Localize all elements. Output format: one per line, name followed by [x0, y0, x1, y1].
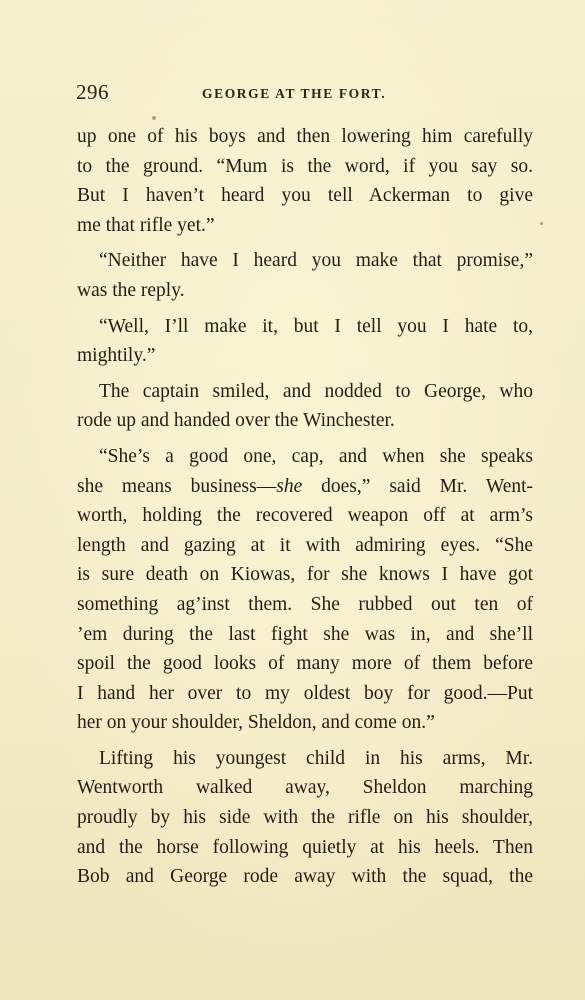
- text-line: worth, holding the recovered weapon off at arm’s: [77, 505, 533, 527]
- text-line: proudly by his side with the rifle on his shoulder,: [77, 807, 533, 829]
- text-line: was the reply.: [77, 279, 185, 301]
- text-line: The captain smiled, and nodded to George, who: [99, 380, 533, 402]
- text-line: ’em during the last fight she was in, and she’ll: [77, 623, 533, 645]
- text-lines: [77, 122, 533, 892]
- text-line: mightily.”: [77, 345, 156, 367]
- text-line: “She’s a good one, cap, and when she speaks: [99, 445, 533, 467]
- text-line: But I haven’t heard you tell Ackerman to give: [77, 185, 533, 207]
- text-line: and the horse following quietly at his heels. Then: [77, 836, 533, 858]
- text-line: “Neither have I heard you make that promise,”: [99, 250, 533, 272]
- text-line: “Well, I’ll make it, but I tell you I hate to,: [99, 315, 533, 337]
- page-number: 296: [76, 80, 109, 104]
- body-text: [77, 122, 533, 892]
- page-header: [76, 80, 531, 110]
- ink-speck: [540, 222, 543, 225]
- text-line: length and gazing at it with admiring eyes. “She: [77, 534, 533, 556]
- text-line: me that rifle yet.”: [77, 214, 215, 236]
- text-line: something ag’inst them. She rubbed out ten of: [77, 593, 533, 615]
- text-line: I hand her over to my oldest boy for good.—Put: [77, 682, 533, 704]
- text-line: up one of his boys and then lowering him carefully: [77, 126, 533, 147]
- ink-speck: [152, 116, 156, 120]
- text-line: she means business—she does,” said Mr. Went-: [77, 475, 534, 497]
- running-head: GEORGE AT THE FORT.: [202, 86, 387, 101]
- text-line: Bob and George rode away with the squad, the: [77, 866, 533, 888]
- text-line: Wentworth walked away, Sheldon marching: [77, 777, 533, 799]
- text-line: to the ground. “Mum is the word, if you say so.: [77, 155, 533, 177]
- text-line: her on your shoulder, Sheldon, and come on.”: [77, 712, 435, 734]
- text-line: is sure death on Kiowas, for she knows I have got: [77, 564, 533, 586]
- text-line: spoil the good looks of many more of them before: [77, 653, 533, 675]
- text-line: rode up and handed over the Winchester.: [77, 410, 395, 432]
- text-line: Lifting his youngest child in his arms, Mr.: [99, 747, 533, 769]
